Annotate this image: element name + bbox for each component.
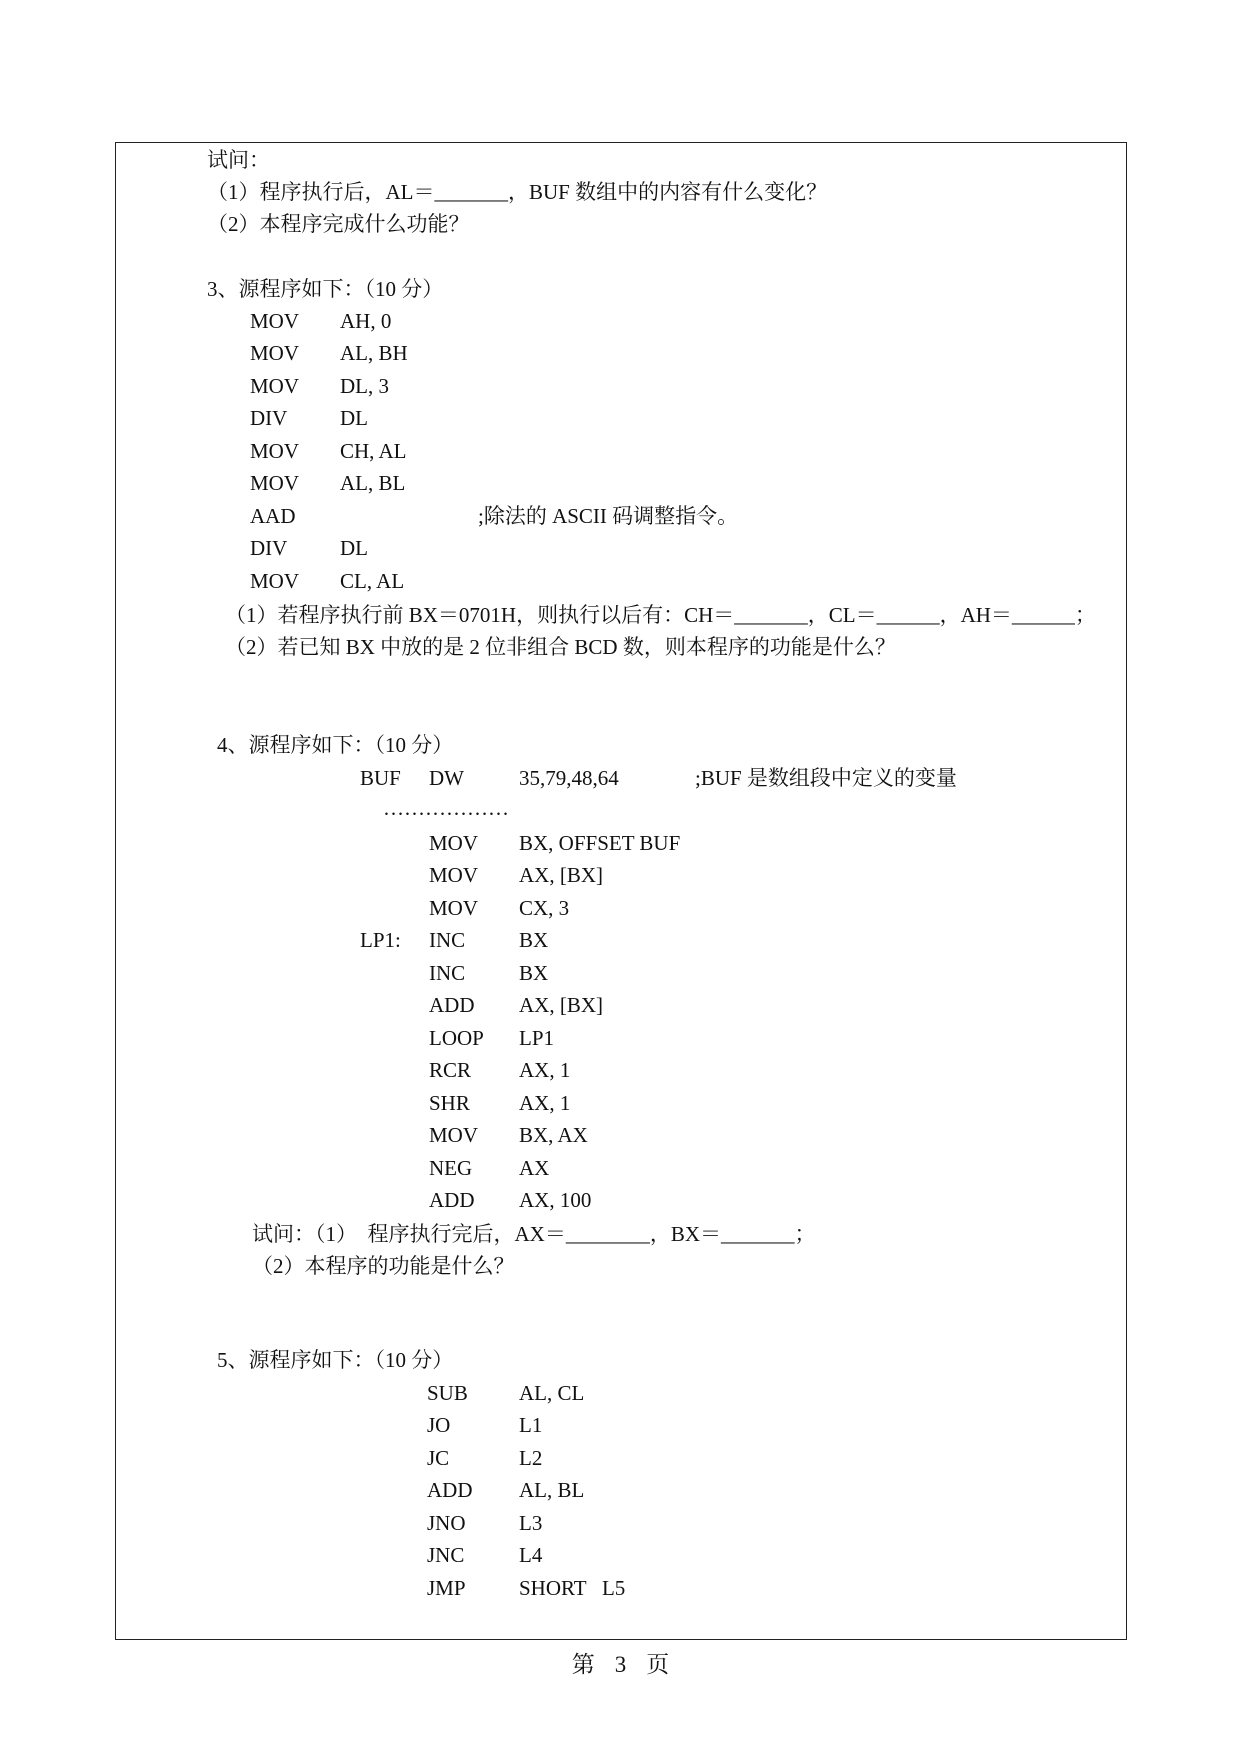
code-arg: BX, OFFSET BUF: [519, 831, 681, 855]
code-op: MOV: [250, 309, 300, 333]
code-op: INC: [429, 928, 466, 952]
code-arg: L3: [519, 1511, 543, 1535]
code-op: MOV: [429, 831, 479, 855]
code-op: AAD: [250, 504, 296, 528]
code-arg: AX: [519, 1156, 550, 1180]
code-op: ADD: [429, 993, 475, 1017]
page-prefix: 第: [571, 1652, 595, 1677]
code-arg: AL, BL: [519, 1478, 585, 1502]
code-arg: AL, CL: [519, 1381, 585, 1405]
code-arg: L1: [519, 1413, 543, 1437]
code-op: DIV: [250, 536, 288, 560]
code-op: ADD: [427, 1478, 473, 1502]
code-comment: ;BUF 是数组段中定义的变量: [695, 766, 957, 790]
code-arg: BX: [519, 961, 549, 985]
code-arg: AX, 1: [519, 1058, 571, 1082]
code-op: DW: [429, 766, 464, 790]
code-arg: CH, AL: [340, 439, 407, 463]
continuation-question-2: （2）本程序完成什么功能？: [207, 212, 470, 236]
problem4-question-2: （2）本程序的功能是什么？: [252, 1254, 515, 1278]
code-op: NEG: [429, 1156, 473, 1180]
code-op: ADD: [429, 1188, 475, 1212]
code-op: JO: [427, 1413, 451, 1437]
code-arg: AX, [BX]: [519, 863, 603, 887]
code-arg: AL, BL: [340, 471, 406, 495]
code-op: MOV: [429, 896, 479, 920]
code-op: MOV: [250, 374, 300, 398]
problem4-title: 4、源程序如下：（10 分）: [217, 733, 454, 757]
code-op: MOV: [250, 341, 300, 365]
code-arg: BX, AX: [519, 1123, 588, 1147]
code-arg: LP1: [519, 1026, 555, 1050]
code-label: LP1:: [360, 928, 401, 952]
code-arg: AX, 100: [519, 1188, 592, 1212]
code-op: JNO: [427, 1511, 466, 1535]
code-arg: SHORT L5: [519, 1576, 626, 1600]
code-comment: ;除法的 ASCII 码调整指令。: [478, 504, 739, 528]
code-op: INC: [429, 961, 466, 985]
code-op: MOV: [250, 471, 300, 495]
code-label: BUF: [360, 766, 401, 790]
code-op: JMP: [427, 1576, 466, 1600]
code-op: MOV: [250, 569, 300, 593]
problem3-title: 3、源程序如下：（10 分）: [207, 277, 444, 301]
code-arg: AX, [BX]: [519, 993, 603, 1017]
code-op: DIV: [250, 406, 288, 430]
code-arg: L2: [519, 1446, 543, 1470]
code-op: JC: [427, 1446, 450, 1470]
continuation-question-1: （1）程序执行后，AL＝_______，BUF 数组中的内容有什么变化？: [207, 180, 828, 204]
problem4-question-1: 试问：（1） 程序执行完后，AX＝________，BX＝_______；: [252, 1222, 816, 1246]
code-op: JNC: [427, 1543, 465, 1567]
ellipsis-dots: ………………: [383, 796, 509, 820]
page-number: 3: [614, 1652, 627, 1677]
code-arg: AX, 1: [519, 1091, 571, 1115]
problem3-question-1: （1）若程序执行前 BX＝0701H，则执行以后有：CH＝_______，CL＝______，AH＝______；: [225, 603, 1096, 627]
code-arg: DL: [340, 536, 368, 560]
code-arg: CL, AL: [340, 569, 405, 593]
code-arg: 35,79,48,64: [519, 766, 619, 790]
code-arg: BX: [519, 928, 549, 952]
code-arg: L4: [519, 1543, 543, 1567]
code-op: RCR: [429, 1058, 472, 1082]
code-arg: CX, 3: [519, 896, 570, 920]
code-op: SUB: [427, 1381, 468, 1405]
code-op: MOV: [429, 1123, 479, 1147]
ask-label: 试问：: [207, 148, 270, 172]
code-arg: AL, BH: [340, 341, 408, 365]
code-arg: DL, 3: [340, 374, 389, 398]
code-arg: AH, 0: [340, 309, 392, 333]
code-op: MOV: [250, 439, 300, 463]
code-op: SHR: [429, 1091, 470, 1115]
code-op: LOOP: [429, 1026, 484, 1050]
code-op: MOV: [429, 863, 479, 887]
page-suffix: 页: [646, 1652, 670, 1677]
code-arg: DL: [340, 406, 368, 430]
problem3-question-2: （2）若已知 BX 中放的是 2 位非组合 BCD 数，则本程序的功能是什么？: [225, 635, 896, 659]
problem5-title: 5、源程序如下：（10 分）: [217, 1348, 454, 1372]
page-footer: [0, 1646, 1241, 1679]
